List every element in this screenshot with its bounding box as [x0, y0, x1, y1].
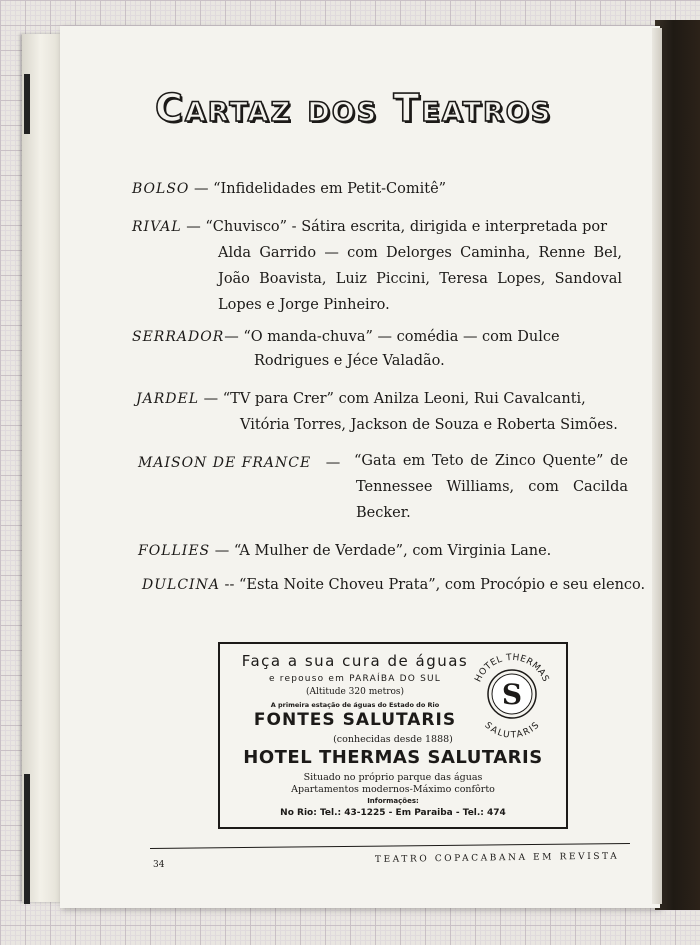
hotel-seal-logo — [468, 650, 556, 738]
seal-letter: S — [501, 678, 523, 711]
ad-tagline: A primeira estação de águas do Estado do Rio — [270, 701, 440, 709]
listing-text: “Chuvisco” - Sátira escrita, dirigida e interpretada por — [205, 219, 608, 235]
listing-dulcina — [142, 572, 645, 598]
separator: — — [224, 329, 239, 345]
page-title: Cartaz dos Teatros — [155, 86, 553, 130]
hotel-advertisement — [218, 642, 568, 829]
theatre-name: JARDEL — [136, 391, 200, 407]
ad-info-label: Informações: — [367, 797, 419, 805]
theatre-name: MAISON DE FRANCE — [138, 455, 312, 471]
ad-phones: No Rio: Tel.: 43-1225 - Em Paraiba - Tel.: 474 — [280, 808, 506, 818]
ad-hotel-name: HOTEL THERMAS SALUTARIS — [243, 747, 543, 768]
separator: — — [186, 219, 201, 235]
listing-line: Tennessee Williams, com Cacilda — [356, 479, 628, 495]
ad-since: (conhecidas desde 1888) — [333, 734, 453, 745]
listing-line: Becker. — [356, 505, 411, 521]
listing-line: Vitória Torres, Jackson de Souza e Roberta Simões. — [240, 417, 618, 433]
running-footer: TEATRO COPACABANA EM REVISTA — [374, 851, 620, 865]
listing-serrador — [132, 324, 630, 350]
listing-follies — [138, 538, 551, 564]
ad-location: e repouso em PARAÍBA DO SUL — [268, 674, 442, 684]
separator: — — [325, 455, 341, 471]
ad-description: Situado no próprio parque das águas — [303, 772, 483, 783]
listing-text: “O manda-chuva” — comédia — com Dulce — [243, 329, 560, 345]
theatre-name: BOLSO — [132, 181, 190, 197]
theatre-name: RIVAL — [132, 219, 182, 235]
separator: — — [194, 181, 209, 197]
page-number: 34 — [153, 860, 165, 870]
theatre-name: DULCINA — [142, 577, 220, 593]
listing-text: “Esta Noite Choveu Prata”, com Procópio e seu elenco. — [238, 577, 646, 593]
ad-rooms: Apartamentos modernos-Máximo confôrto — [291, 784, 495, 795]
seal-top-text: HOTEL THERMAS — [473, 652, 551, 684]
spine-mark — [24, 774, 30, 904]
listing-text: “Infidelidades em Petit-Comitê” — [213, 181, 447, 197]
separator: — — [203, 391, 219, 407]
theatre-name: SERRADOR — [132, 329, 225, 345]
svg-text:SALUTARIS — [482, 721, 541, 738]
ad-altitude: (Altitude 320 metros) — [305, 687, 405, 697]
ad-fontes-salutaris: FONTES SALUTARIS — [253, 710, 457, 730]
listing-maison-de-france — [138, 450, 340, 476]
theatre-name: FOLLIES — [138, 543, 211, 559]
page-edge — [652, 28, 662, 904]
listing-line: Rodrigues e Jéce Valadão. — [254, 353, 445, 369]
listing-rival — [132, 214, 630, 240]
listing-text: “A Mulher de Verdade”, com Virginia Lane. — [233, 543, 552, 559]
separator: -- — [224, 577, 235, 593]
ad-headline: Faça a sua cura de águas — [241, 652, 469, 670]
separator: — — [214, 543, 230, 559]
listing-line: João Boavista, Luiz Piccini, Teresa Lopes, Sandoval — [218, 271, 622, 287]
listing-text: “TV para Crer” com Anilza Leoni, Rui Cavalcanti, — [222, 391, 586, 407]
listing-bolso — [132, 176, 446, 202]
seal-bottom-text: SALUTARIS — [482, 720, 542, 738]
spine-mark — [24, 74, 30, 134]
listing-line: Lopes e Jorge Pinheiro. — [218, 297, 390, 313]
listing-jardel — [136, 386, 630, 412]
listing-line: Alda Garrido — com Delorges Caminha, Renne Bel, — [218, 245, 622, 261]
listing-line: “Gata em Teto de Zinco Quente” de — [354, 453, 628, 469]
